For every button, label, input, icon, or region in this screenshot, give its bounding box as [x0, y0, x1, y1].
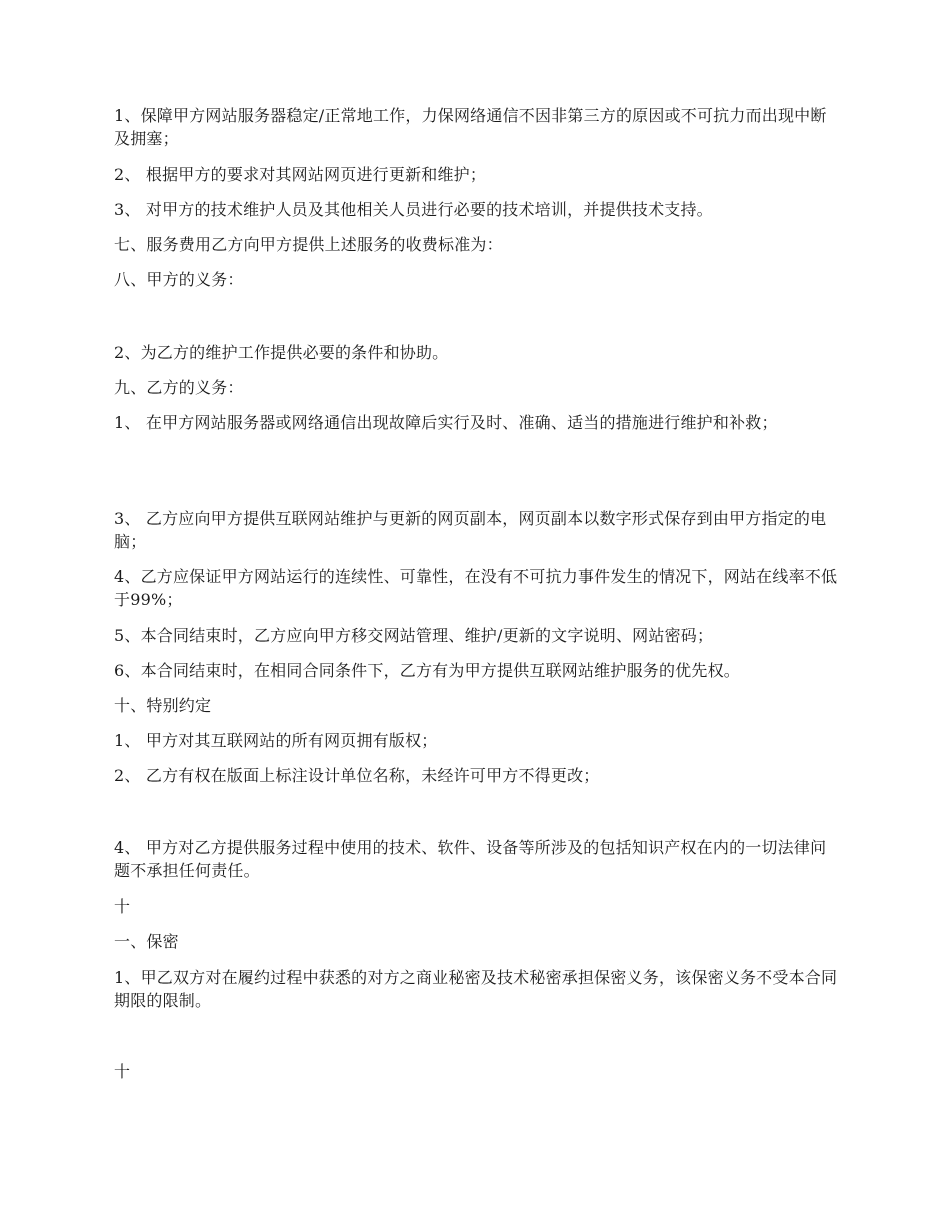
paragraph-20: 十	[114, 1062, 131, 1081]
paragraph-19: 1、甲乙双方对在履约过程中获悉的对方之商业秘密及技术秘密承担保密义务，该保密义务不受本合同期限的限制。	[114, 968, 838, 1010]
paragraph-8: 1、 在甲方网站服务器或网络通信出现故障后实行及时、准确、适当的措施进行维护和补救；	[114, 413, 778, 432]
paragraph-10: 4、乙方应保证甲方网站运行的连续性、可靠性，在没有不可抗力事件发生的情况下，网站在线率不低于99%；	[114, 567, 838, 609]
paragraph-6: 2、为乙方的维护工作提供必要的条件和协助。	[114, 343, 449, 362]
paragraph-14: 1、 甲方对其互联网站的所有网页拥有版权；	[114, 731, 438, 750]
paragraph-9: 3、 乙方应向甲方提供互联网站维护与更新的网页副本，网页副本以数字形式保存到由甲方指定的电脑；	[114, 509, 827, 551]
paragraph-7: 九、乙方的义务：	[114, 378, 244, 397]
paragraph-15: 2、 乙方有权在版面上标注设计单位名称，未经许可甲方不得更改；	[114, 766, 600, 785]
paragraph-2: 2、 根据甲方的要求对其网站网页进行更新和维护；	[114, 165, 487, 184]
paragraph-17: 十	[114, 897, 131, 916]
paragraph-16: 4、 甲方对乙方提供服务过程中使用的技术、软件、设备等所涉及的包括知识产权在内的一切法律问题不承担任何责任。	[114, 838, 827, 880]
paragraph-1: 1、保障甲方网站服务器稳定/正常地工作，力保网络通信不因非第三方的原因或不可抗力而出现中断及拥塞；	[114, 106, 827, 148]
paragraph-11: 5、本合同结束时，乙方应向甲方移交网站管理、维护/更新的文字说明、网站密码；	[114, 626, 714, 645]
paragraph-12: 6、本合同结束时，在相同合同条件下，乙方有为甲方提供互联网站维护服务的优先权。	[114, 661, 740, 680]
paragraph-4: 七、服务费用乙方向甲方提供上述服务的收费标准为：	[114, 235, 503, 254]
paragraph-18: 一、保密	[114, 932, 179, 951]
paragraph-5: 八、甲方的义务：	[114, 270, 244, 289]
paragraph-3: 3、 对甲方的技术维护人员及其他相关人员进行必要的技术培训，并提供技术支持。	[114, 200, 713, 219]
paragraph-13: 十、特别约定	[114, 696, 212, 715]
